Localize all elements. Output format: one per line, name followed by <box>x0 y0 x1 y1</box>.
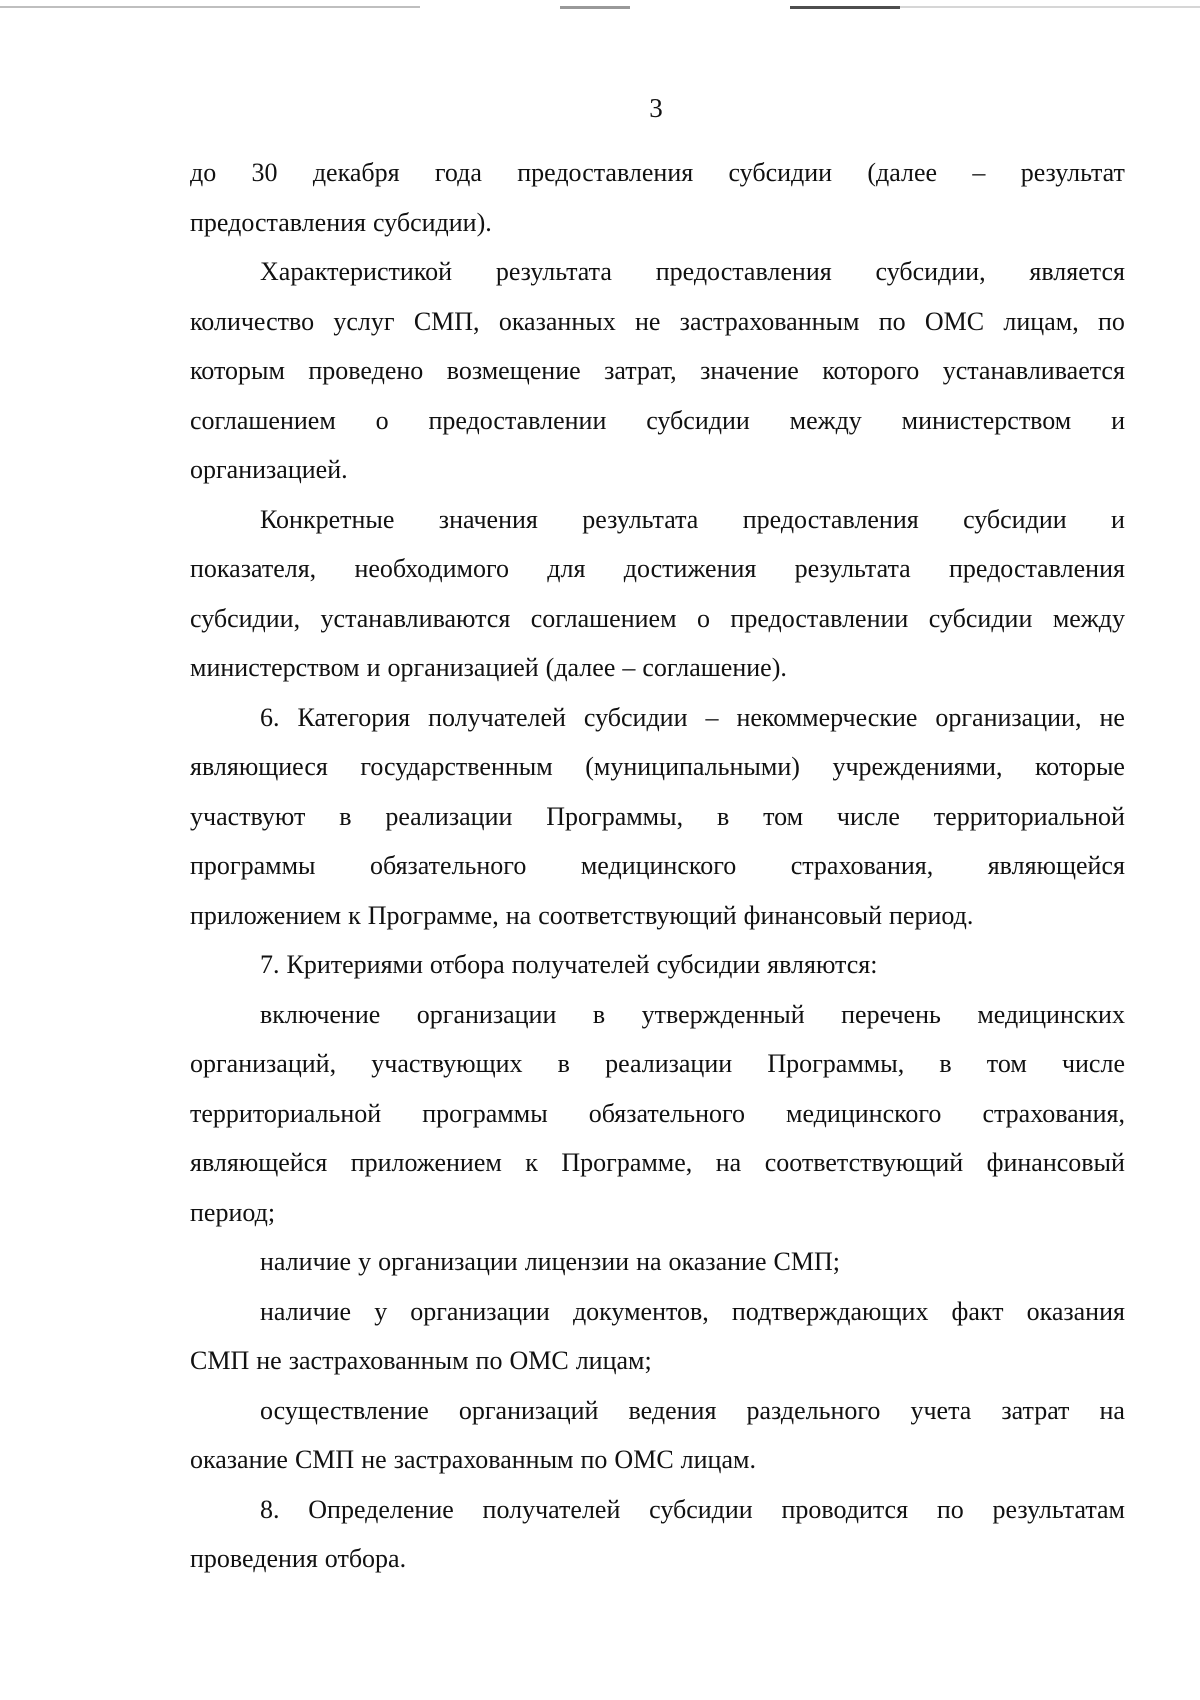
word: наличие <box>260 1247 352 1276</box>
word: не <box>634 306 661 336</box>
word: (далее <box>867 158 938 187</box>
word: между <box>1052 603 1125 633</box>
word: программы <box>190 851 316 880</box>
word: оказание <box>668 1247 767 1276</box>
word: к <box>348 900 361 930</box>
word: обязательного <box>369 851 527 880</box>
word: медицинского <box>786 1098 942 1128</box>
word: лицензии <box>524 1247 630 1276</box>
word: медицинских <box>977 999 1125 1029</box>
word: соглашением <box>530 603 677 633</box>
word: в <box>339 801 352 831</box>
text-line <box>190 891 1125 941</box>
word: получателей <box>482 1494 621 1524</box>
scan-artifact-line <box>790 6 900 9</box>
word: по <box>878 306 906 336</box>
word: числе <box>1061 1049 1125 1078</box>
word: на <box>1099 1395 1125 1425</box>
word: затрат, <box>604 356 677 385</box>
word: 30 <box>251 158 278 187</box>
word: является <box>1029 257 1125 286</box>
document-body <box>190 148 1125 1584</box>
text-line <box>190 1336 1125 1386</box>
word: в <box>939 1049 952 1078</box>
word: услуг <box>333 306 395 336</box>
word: которым <box>190 356 285 385</box>
word: у <box>358 1247 372 1276</box>
text-line <box>190 1435 1125 1485</box>
word: соответствующий <box>538 900 737 930</box>
text-line <box>190 198 1125 248</box>
text-line <box>190 297 1125 347</box>
word: том <box>986 1049 1027 1078</box>
word: оказанных <box>498 306 616 336</box>
text-line <box>190 940 1125 990</box>
word: – <box>972 158 986 187</box>
word: результатам <box>992 1494 1125 1524</box>
text-line <box>190 247 1125 297</box>
word: территориальной <box>933 801 1125 831</box>
word: обязательного <box>588 1098 746 1128</box>
word: проведено <box>308 356 424 385</box>
word: участвуют <box>190 801 306 831</box>
word: организации <box>378 1247 518 1276</box>
word: являющиеся <box>190 752 328 781</box>
word: субсидии <box>963 504 1067 534</box>
word: приложением <box>350 1148 502 1177</box>
word: министерством <box>901 405 1072 435</box>
word: в <box>592 999 606 1029</box>
text-line <box>190 693 1125 743</box>
word: предоставления <box>517 158 694 187</box>
word: наличие <box>260 1296 352 1326</box>
text-line <box>190 1386 1125 1436</box>
word: устанавливается <box>942 356 1125 385</box>
word: у <box>374 1296 388 1326</box>
word: финансовый <box>743 900 882 930</box>
text-line <box>190 1534 1125 1584</box>
word: необходимого <box>354 554 510 583</box>
word: проведения <box>190 1544 318 1573</box>
word: субсидии). <box>372 207 492 237</box>
word: на <box>715 1148 742 1177</box>
text-line <box>190 1138 1125 1188</box>
word: учреждениями, <box>832 752 1003 781</box>
word: для <box>547 554 586 583</box>
word: субсидии, <box>190 603 301 633</box>
word: Программе, <box>561 1148 693 1177</box>
word: значение <box>700 356 799 385</box>
text-line <box>190 1188 1125 1238</box>
word: достижения <box>623 554 757 583</box>
word: не <box>361 1445 387 1474</box>
word: соответствующий <box>764 1148 964 1177</box>
word: о <box>375 405 389 435</box>
word: Характеристикой <box>260 257 453 286</box>
word: реализации <box>385 801 513 831</box>
word: финансовый <box>986 1148 1125 1177</box>
word: года <box>434 158 482 187</box>
scan-artifact-line <box>560 6 630 9</box>
word: застрахованным <box>393 1445 574 1474</box>
word: Категория <box>297 702 411 732</box>
word: организацией <box>387 653 539 682</box>
word: – <box>705 702 719 732</box>
text-line <box>190 792 1125 842</box>
word: и <box>1111 405 1125 435</box>
word: проводится <box>781 1494 909 1524</box>
word: результата <box>794 554 911 583</box>
word: ОМС <box>614 1445 674 1474</box>
word: результат <box>1020 158 1125 187</box>
word: СМП <box>294 1445 355 1474</box>
word: являющейся <box>987 851 1125 880</box>
word: организаций, <box>190 1049 337 1078</box>
word: устанавливаются <box>320 603 511 633</box>
word: СМП <box>190 1346 250 1375</box>
word: затрат <box>1001 1395 1070 1425</box>
word: возмещение <box>446 356 581 385</box>
word: предоставления <box>948 554 1125 583</box>
word: предоставления <box>742 504 919 534</box>
word: Программы, <box>767 1049 905 1078</box>
word: ведения <box>628 1395 717 1425</box>
text-line <box>190 148 1125 198</box>
word: 7. <box>260 950 280 979</box>
word: реализации <box>605 1049 733 1078</box>
word: по <box>1097 306 1125 336</box>
word: 6. <box>260 702 280 732</box>
word: получателей <box>428 702 566 732</box>
text-line <box>190 643 1125 693</box>
word: организации, <box>935 702 1082 732</box>
word: отбора <box>429 950 505 979</box>
word: до <box>190 158 217 187</box>
text-line <box>190 396 1125 446</box>
word: Конкретные <box>260 504 395 534</box>
word: по <box>475 1346 503 1375</box>
word: застрахованным <box>288 1346 469 1375</box>
word: организации <box>410 1296 550 1326</box>
word: страхования, <box>982 1098 1125 1128</box>
text-line <box>190 1237 1125 1287</box>
word: раздельного <box>746 1395 881 1425</box>
word: на <box>636 1247 662 1276</box>
word: государственным <box>360 752 553 781</box>
word: период. <box>888 900 974 930</box>
word: не <box>256 1346 282 1375</box>
word: 8. <box>260 1494 280 1524</box>
word: Программе, <box>367 900 499 930</box>
word: которого <box>822 356 920 385</box>
scan-artifact-line <box>0 6 420 8</box>
word: предоставлении <box>730 603 909 633</box>
word: СМП, <box>413 306 480 336</box>
word: которые <box>1034 752 1125 781</box>
word: получателей <box>511 950 650 979</box>
word: организацией. <box>190 455 348 484</box>
word: соглашение). <box>642 653 787 682</box>
word: количество <box>190 306 315 336</box>
word: не <box>1099 702 1125 732</box>
text-line <box>190 1287 1125 1337</box>
text-line <box>190 594 1125 644</box>
word: лицам; <box>575 1346 652 1375</box>
word: отбора. <box>324 1544 407 1573</box>
word: результата <box>495 257 612 286</box>
word: перечень <box>841 999 941 1029</box>
word: о <box>696 603 710 633</box>
word: оказание <box>190 1445 288 1474</box>
word: организаций <box>458 1395 599 1425</box>
text-line <box>190 346 1125 396</box>
word: являющейся <box>190 1148 328 1177</box>
text-line <box>190 1089 1125 1139</box>
word: субсидии <box>583 702 688 732</box>
word: страхования, <box>790 851 934 880</box>
word: – <box>622 653 636 682</box>
word: (далее <box>545 653 616 682</box>
word: организации <box>416 999 557 1029</box>
word: министерством <box>190 653 360 682</box>
word: субсидии <box>928 603 1033 633</box>
word: включение <box>260 999 381 1029</box>
word: факт <box>951 1296 1004 1326</box>
word: субсидии <box>646 405 750 435</box>
word: субсидии <box>649 1494 753 1524</box>
word: субсидии, <box>875 257 986 286</box>
word: субсидии <box>728 158 833 187</box>
word: оказания <box>1026 1296 1125 1326</box>
word: соглашением <box>190 405 336 435</box>
text-line <box>190 1485 1125 1535</box>
word: предоставления <box>655 257 832 286</box>
word: на <box>505 900 532 930</box>
word: к <box>525 1148 538 1177</box>
word: застрахованным <box>679 306 860 336</box>
word: числе <box>836 801 900 831</box>
word: подтверждающих <box>731 1296 929 1326</box>
word: Критериями <box>286 950 423 979</box>
text-line <box>190 990 1125 1040</box>
word: ОМС <box>509 1346 569 1375</box>
text-line <box>190 742 1125 792</box>
word: по <box>580 1445 608 1474</box>
word: предоставления <box>190 207 366 237</box>
word: период; <box>190 1197 276 1227</box>
word: субсидии <box>656 950 761 979</box>
text-line <box>190 445 1125 495</box>
word: лицам. <box>680 1445 756 1474</box>
word: показателя, <box>190 554 317 583</box>
word: предоставлении <box>428 405 607 435</box>
word: в <box>557 1049 570 1078</box>
word: и <box>1111 504 1125 534</box>
word: участвующих <box>371 1049 523 1078</box>
word: утвержденный <box>641 999 805 1029</box>
text-line <box>190 1039 1125 1089</box>
word: медицинского <box>580 851 737 880</box>
word: некоммерческие <box>736 702 918 732</box>
word: лицам, <box>1003 306 1079 336</box>
word: программы <box>422 1098 548 1128</box>
word: (муниципальными) <box>585 752 800 781</box>
word: и <box>366 653 381 682</box>
scan-artifact-line <box>900 6 1200 8</box>
word: том <box>763 801 804 831</box>
word: документов, <box>572 1296 709 1326</box>
word: осуществление <box>260 1395 429 1425</box>
word: ОМС <box>924 306 985 336</box>
word: результата <box>582 504 699 534</box>
text-line <box>190 495 1125 545</box>
word: являются: <box>767 950 878 979</box>
word: территориальной <box>190 1098 382 1128</box>
text-line <box>190 841 1125 891</box>
text-line <box>190 544 1125 594</box>
word: по <box>936 1494 964 1524</box>
word: значения <box>438 504 538 534</box>
word: декабря <box>312 158 400 187</box>
word: Определение <box>308 1494 454 1524</box>
word: приложением <box>190 900 342 930</box>
word: СМП; <box>773 1247 840 1276</box>
page-number: 3 <box>649 93 663 123</box>
word: Программы, <box>546 801 684 831</box>
word: между <box>789 405 862 435</box>
word: учета <box>910 1395 972 1425</box>
word: в <box>716 801 730 831</box>
